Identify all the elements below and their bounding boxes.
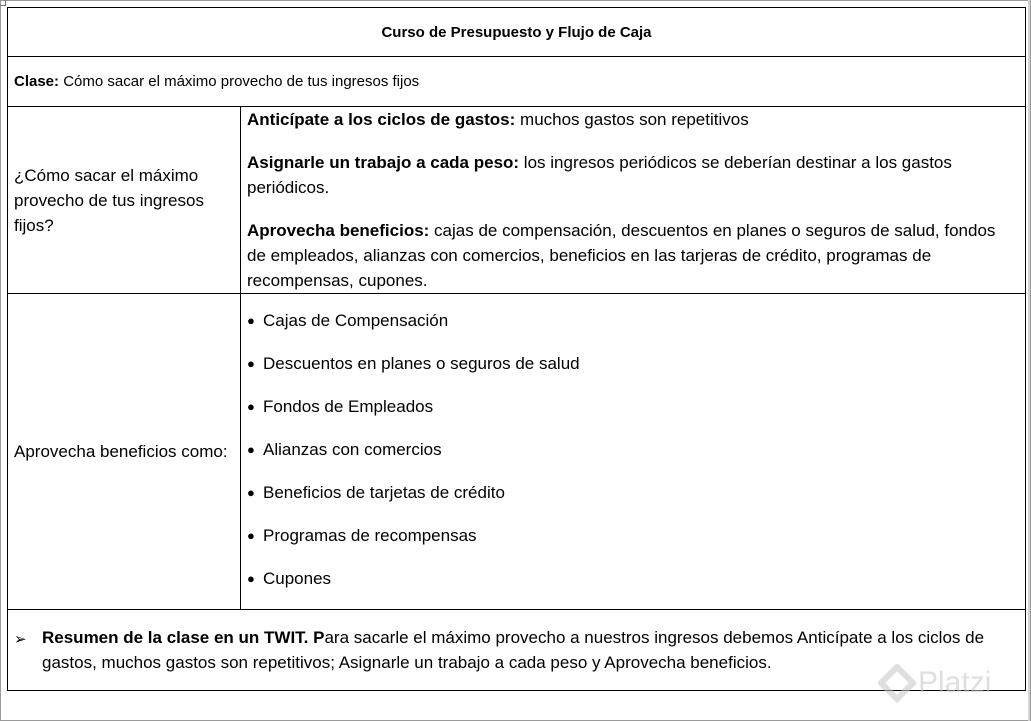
bullet-icon: ● <box>247 399 255 414</box>
class-label: Clase: <box>14 73 60 90</box>
list-item-text: Cajas de Compensación <box>263 311 449 330</box>
list-item <box>247 351 1019 394</box>
summary-body: ara sacarle el máximo provecho a nuestros ingresos debemos Anticípate a los ciclos de gastos, muchos gastos son repetitivos; Asignarle un trabajo a cada peso y Aprovecha beneficios. <box>42 628 985 672</box>
list-item-text: Alianzas con comercios <box>263 440 442 459</box>
point-text: los ingresos periódicos se deberían destinar a los gastos periódicos. <box>247 153 952 197</box>
point-title: Asignarle un trabajo a cada peso: <box>247 153 520 172</box>
class-info <box>8 57 1026 107</box>
cornell-notes-table <box>7 7 1026 691</box>
key-points-cell <box>241 107 1026 294</box>
bullet-icon: ● <box>247 313 255 328</box>
list-item <box>247 437 1019 480</box>
document-title: Curso de Presupuesto y Flujo de Caja <box>8 8 1026 57</box>
point-benefits <box>247 218 1019 293</box>
point-assign-job <box>247 150 1019 200</box>
point-title: Aprovecha beneficios: <box>247 221 430 240</box>
bullet-icon: ● <box>247 485 255 500</box>
summary-row <box>8 610 1026 691</box>
benefits-list-cell <box>241 294 1026 610</box>
list-item-text: Descuentos en planes o seguros de salud <box>263 354 580 373</box>
summary-title: Resumen de la clase en un TWIT. P <box>42 628 325 647</box>
list-item <box>247 308 1019 351</box>
bullet-icon: ● <box>247 571 255 586</box>
list-item-text: Cupones <box>263 569 332 588</box>
platzi-watermark <box>878 664 1028 714</box>
list-item-text: Fondos de Empleados <box>263 397 434 416</box>
title-row <box>8 8 1026 57</box>
corner-mark <box>0 0 6 6</box>
watermark-text: Platzi <box>918 666 992 699</box>
list-item-text: Programas de recompensas <box>263 526 477 545</box>
bullet-icon: ● <box>247 442 255 457</box>
point-text: cajas de compensación, descuentos en planes o seguros de salud, fondos de empleados, alianzas con comercios, beneficios en las tarjeras de crédito, programas de recompensas, cupones. <box>247 221 996 290</box>
summary-text <box>42 625 1019 675</box>
list-item-text: Beneficios de tarjetas de crédito <box>263 483 505 502</box>
summary-cell <box>8 610 1026 691</box>
section-benefits <box>8 294 1026 610</box>
point-cycles <box>247 107 1019 132</box>
point-text: muchos gastos son repetitivos <box>515 110 749 129</box>
bullet-icon: ● <box>247 528 255 543</box>
point-title: Anticípate a los ciclos de gastos: <box>247 110 516 129</box>
section-key-points <box>8 107 1026 294</box>
class-row <box>8 57 1026 107</box>
question-cell: ¿Cómo sacar el máximo provecho de tus ingresos fijos? <box>8 107 241 294</box>
page-edge-shadow <box>1028 0 1030 721</box>
bullet-icon: ● <box>247 356 255 371</box>
class-value: Cómo sacar el máximo provecho de tus ingresos fijos <box>59 73 420 90</box>
list-item <box>247 566 1019 609</box>
list-item <box>247 523 1019 566</box>
arrow-bullet-icon: ➢ <box>14 631 27 648</box>
platzi-logo-icon <box>878 664 916 706</box>
benefits-list <box>247 308 1019 609</box>
list-item <box>247 394 1019 437</box>
list-item <box>247 480 1019 523</box>
benefits-label-cell: Aprovecha beneficios como: <box>8 294 241 610</box>
